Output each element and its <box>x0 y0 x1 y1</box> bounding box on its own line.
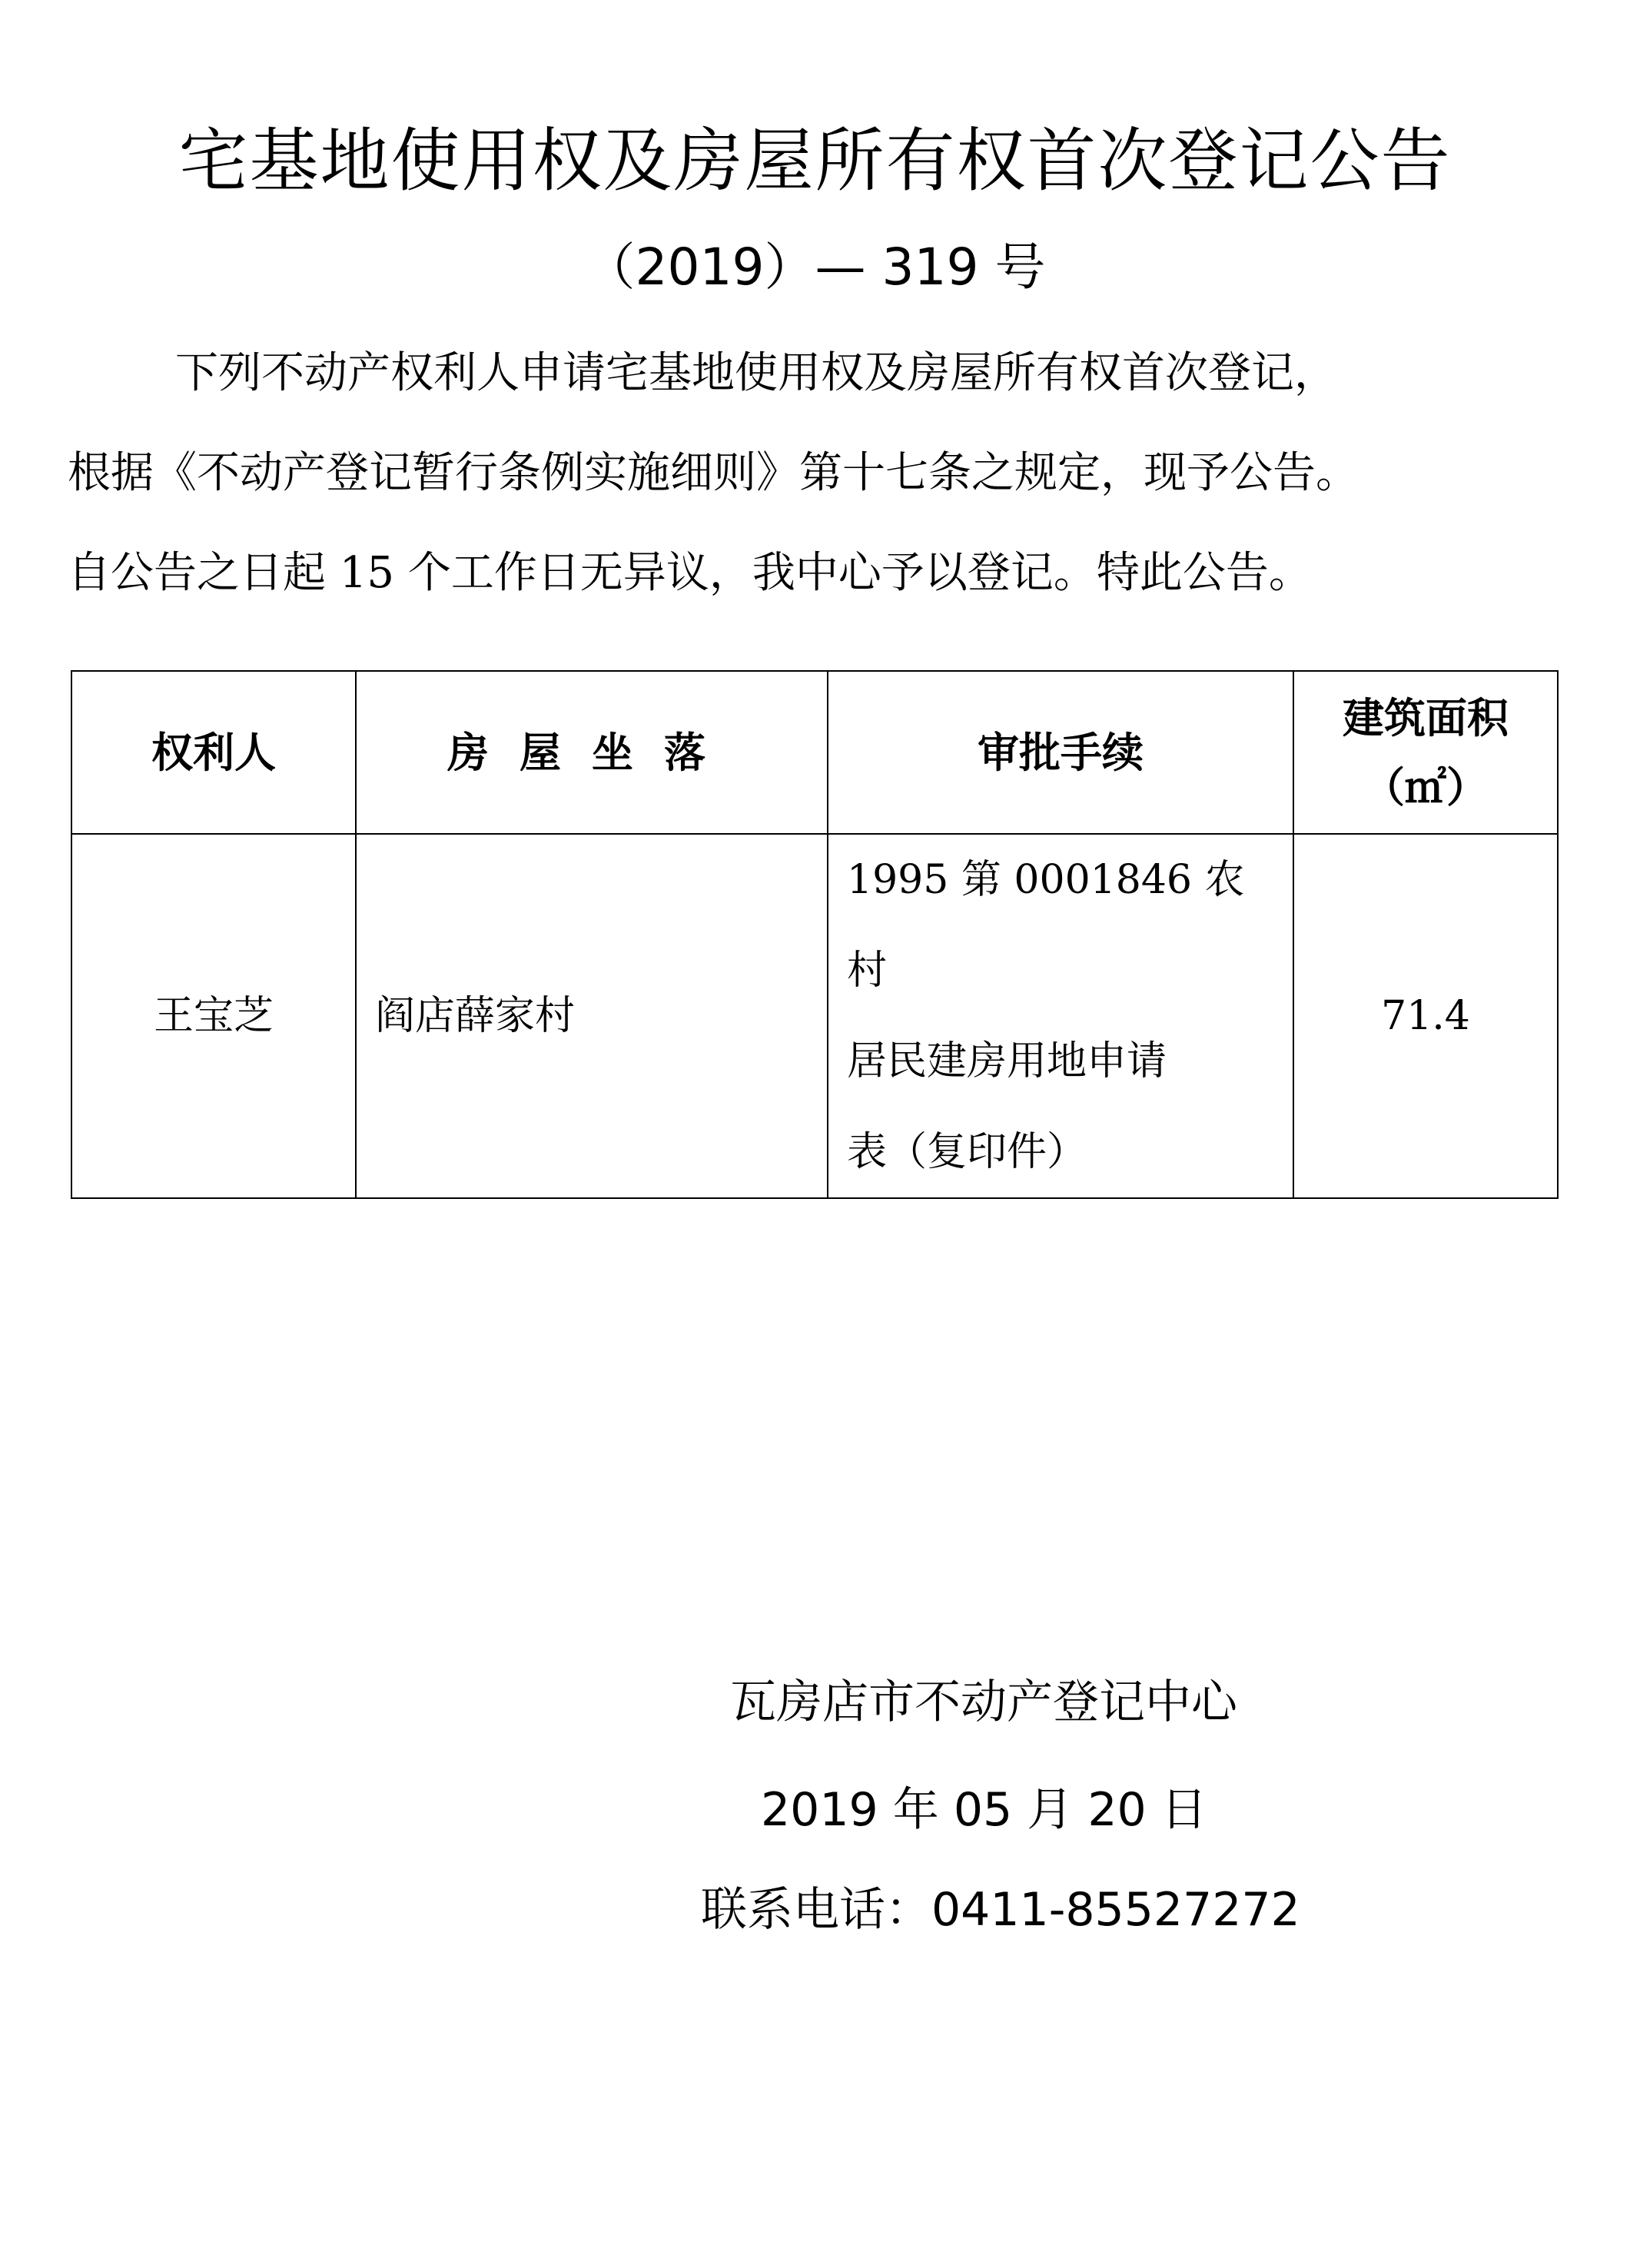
cell-approval <box>828 834 1293 1198</box>
table-row <box>71 834 1558 1198</box>
header-location-label: 房屋坐落 <box>447 728 736 777</box>
contact-phone: 联系电话：0411-85527272 <box>701 1883 1300 1937</box>
header-location <box>356 671 828 834</box>
approval-line-1: 1995 第 0001846 农村 <box>847 857 1245 994</box>
table-header-row <box>71 671 1558 834</box>
header-area-label: 建筑面积 <box>1343 693 1509 742</box>
issue-date: 2019 年 05 月 20 日 <box>761 1783 1207 1837</box>
registration-table <box>71 670 1559 1199</box>
notice-paragraph-line-1: 下列不动产权利人申请宅基地使用权及房屋所有权首次登记， <box>175 348 1337 398</box>
header-approval: 审批手续 <box>828 671 1293 834</box>
header-area-unit: （㎡） <box>1363 762 1488 812</box>
header-area <box>1293 671 1558 834</box>
header-holder: 权利人 <box>71 671 356 834</box>
cell-holder: 王宝芝 <box>71 834 356 1198</box>
notice-title: 宅基地使用权及房屋所有权首次登记公告 <box>178 121 1452 201</box>
notice-number: （2019）— 319 号 <box>584 237 1046 297</box>
issuing-organization: 瓦房店市不动产登记中心 <box>730 1675 1237 1729</box>
approval-line-2: 居民建房用地申请 <box>847 1038 1167 1084</box>
notice-paragraph-line-3: 自公告之日起 15 个工作日无异议，我中心予以登记。特此公告。 <box>68 548 1312 598</box>
approval-line-3: 表（复印件） <box>847 1129 1087 1175</box>
cell-area: 71.4 <box>1293 834 1558 1198</box>
notice-paragraph-line-2: 根据《不动产登记暂行条例实施细则》第十七条之规定，现予公告。 <box>68 448 1359 498</box>
cell-location: 阎店薛家村 <box>356 834 828 1198</box>
